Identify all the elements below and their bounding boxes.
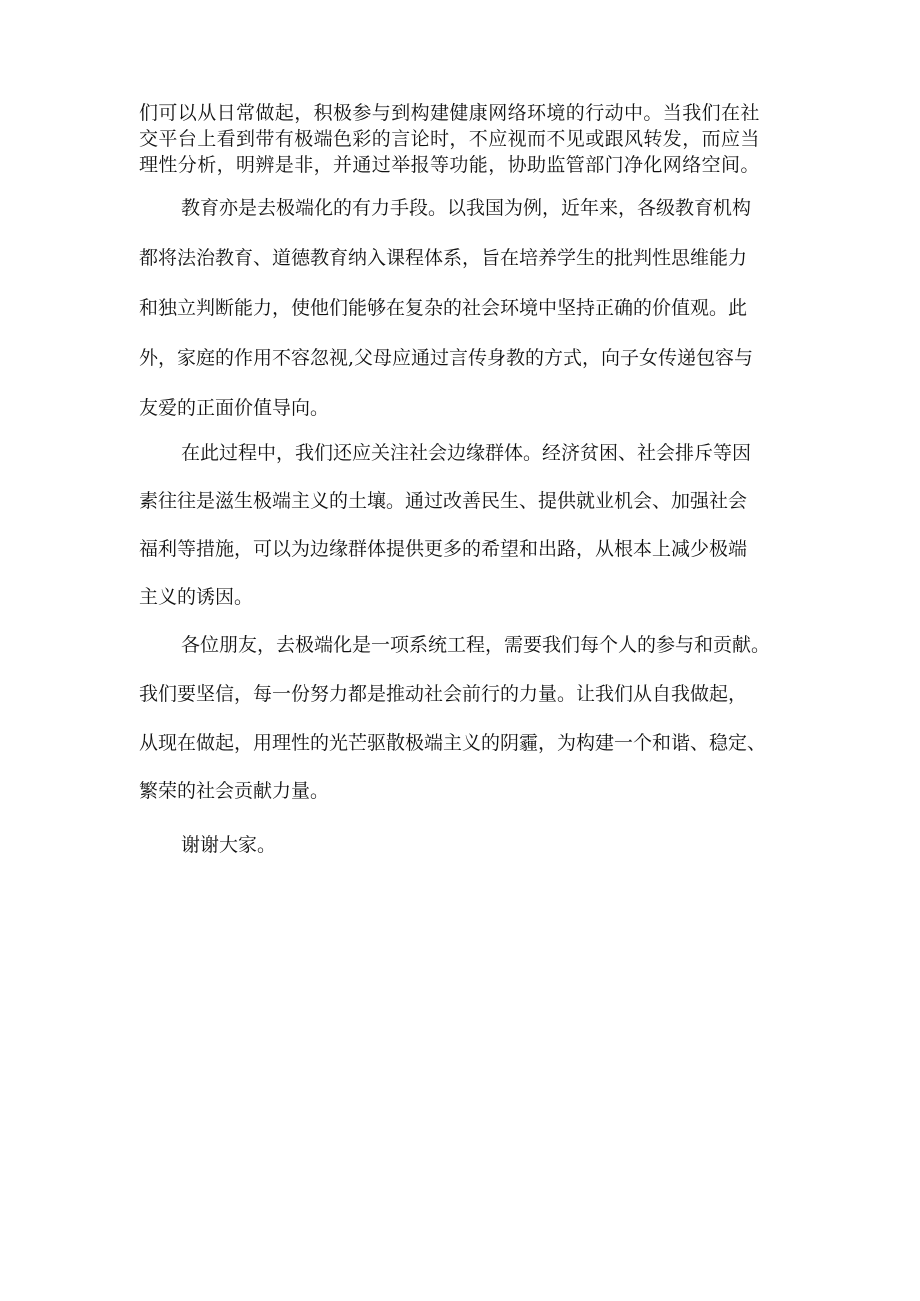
paragraph-2-line-4: 外，家庭的作用不容忽视,父母应通过言传身教的方式，向子女传递包容与	[139, 347, 754, 369]
paragraph-2-line-1: 教育亦是去极端化的有力手段。以我国为例，近年来，各级教育机构	[181, 197, 752, 219]
paragraph-1-line-1: 们可以从日常做起，积极参与到构建健康网络环境的行动中。当我们在社	[139, 102, 760, 124]
paragraph-1-line-2: 交平台上看到带有极端色彩的言论时，不应视而不见或跟风转发，而应当	[139, 128, 760, 150]
paragraph-2-line-5: 友爱的正面价值导向。	[139, 397, 330, 419]
paragraph-4-line-2: 我们要坚信，每一份努力都是推动社会前行的力量。让我们从自我做起，	[139, 683, 748, 705]
paragraph-4-line-1: 各位朋友，去极端化是一项系统工程，需要我们每个人的参与和贡献。	[181, 634, 771, 656]
paragraph-3-line-1: 在此过程中，我们还应关注社会边缘群体。经济贫困、社会排斥等因	[181, 442, 752, 464]
paragraph-1-line-3: 理性分析，明辨是非，并通过举报等功能，协助监管部门净化网络空间。	[139, 154, 760, 176]
paragraph-2-line-2: 都将法治教育、道德教育纳入课程体系，旨在培养学生的批判性思维能力	[139, 247, 748, 269]
paragraph-2-line-3: 和独立判断能力，使他们能够在复杂的社会环境中坚持正确的价值观。此	[139, 297, 748, 319]
paragraph-4-line-3: 从现在做起，用理性的光芒驱散极端主义的阴霾，为构建一个和谐、稳定、	[139, 732, 767, 754]
paragraph-3-line-3: 福利等措施，可以为边缘群体提供更多的希望和出路，从根本上减少极端	[139, 538, 748, 560]
paragraph-4-line-4: 繁荣的社会贡献力量。	[139, 780, 330, 802]
paragraph-3-line-4: 主义的诱因。	[139, 586, 254, 608]
paragraph-5-line-1: 谢谢大家。	[181, 834, 277, 856]
paragraph-3-line-2: 素往往是滋生极端主义的土壤。通过改善民生、提供就业机会、加强社会	[139, 490, 748, 512]
